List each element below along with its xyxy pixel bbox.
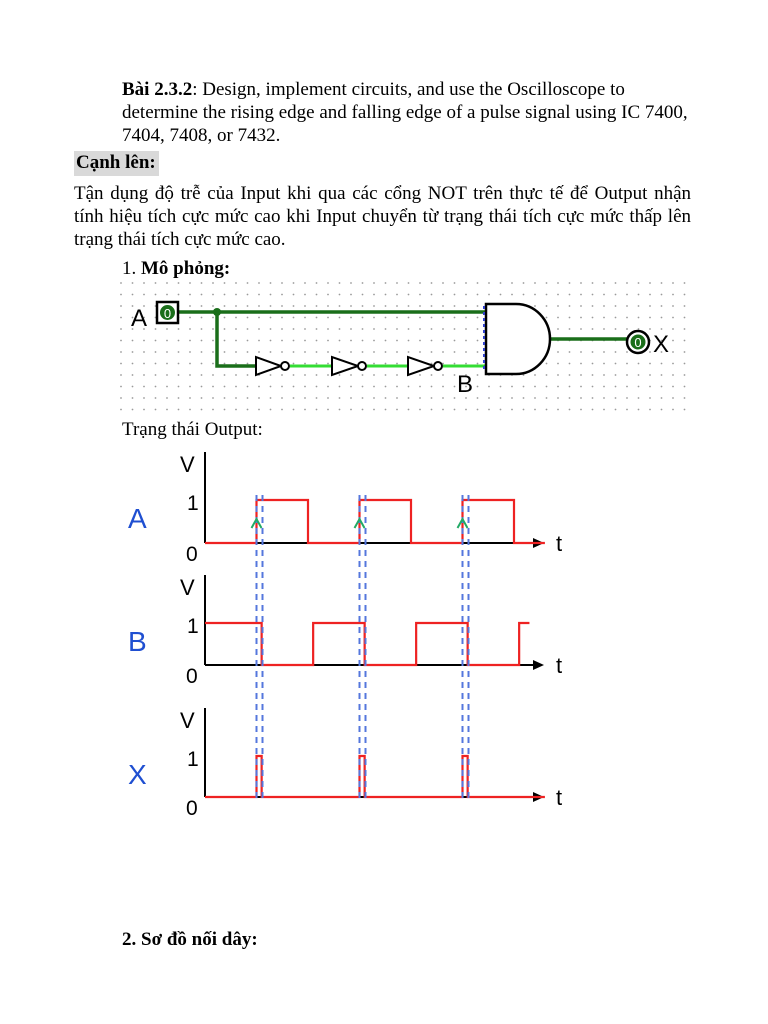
low-level-label: 0 <box>186 665 198 688</box>
high-level-label: 1 <box>187 748 199 771</box>
simulation-title: Mô phỏng: <box>141 258 231 279</box>
x-axis-arrow <box>533 660 544 670</box>
waveform-b <box>205 623 529 665</box>
output-label-x: X <box>653 331 670 358</box>
circuit-diagram <box>118 280 690 412</box>
high-level-label: 1 <box>187 615 199 638</box>
signal-label: B <box>128 626 147 657</box>
y-axis-label: V <box>180 452 195 477</box>
output-pin-x <box>627 331 649 353</box>
and-gate <box>484 304 550 374</box>
signal-panel-a <box>128 452 562 566</box>
timing-diagram <box>0 440 768 830</box>
high-level-label: 1 <box>187 492 199 515</box>
exercise-number: Bài 2.3.2 <box>122 79 193 100</box>
input-pin-a[interactable] <box>157 302 178 323</box>
grid-dots <box>118 280 690 412</box>
signal-label: X <box>128 759 147 790</box>
signal-label: A <box>128 503 147 534</box>
output-pin-value: 0 <box>634 335 642 350</box>
input-pin-value: 0 <box>163 306 172 321</box>
exercise-statement <box>122 78 692 147</box>
signal-panel-x <box>128 708 562 820</box>
low-level-label: 0 <box>186 543 198 566</box>
x-axis-label: t <box>556 653 563 678</box>
intro-paragraph: Tận dụng độ trễ của Input khi qua các cổng NOT trên thực tế để Output nhận tính hiệu tích cực mức cao khi Input chuyển từ trạng thái tích cực mức thấp lên trạng thái tích cực mức cao. <box>74 183 691 250</box>
y-axis-label: V <box>180 708 195 733</box>
output-state-label: Trạng thái Output: <box>122 419 263 440</box>
wiring-heading: 2. Sơ đồ nối dây: <box>122 929 258 950</box>
exercise-text: : Design, implement circuits, and use the Oscilloscope to determine the rising edge and falling edge of a pulse signal using IC 7400, 7404, 7408, or 7432. <box>122 79 688 146</box>
input-label-a: A <box>131 305 148 332</box>
signal-panel-b <box>128 575 562 688</box>
simulation-number: 1. <box>122 258 141 279</box>
x-axis-label: t <box>556 785 563 810</box>
x-axis-label: t <box>556 531 563 556</box>
node-label-b: B <box>457 371 474 398</box>
y-axis-label: V <box>180 575 195 600</box>
simulation-heading <box>122 258 230 280</box>
section-heading-rising-edge: Cạnh lên: <box>74 151 159 176</box>
low-level-label: 0 <box>186 797 198 820</box>
